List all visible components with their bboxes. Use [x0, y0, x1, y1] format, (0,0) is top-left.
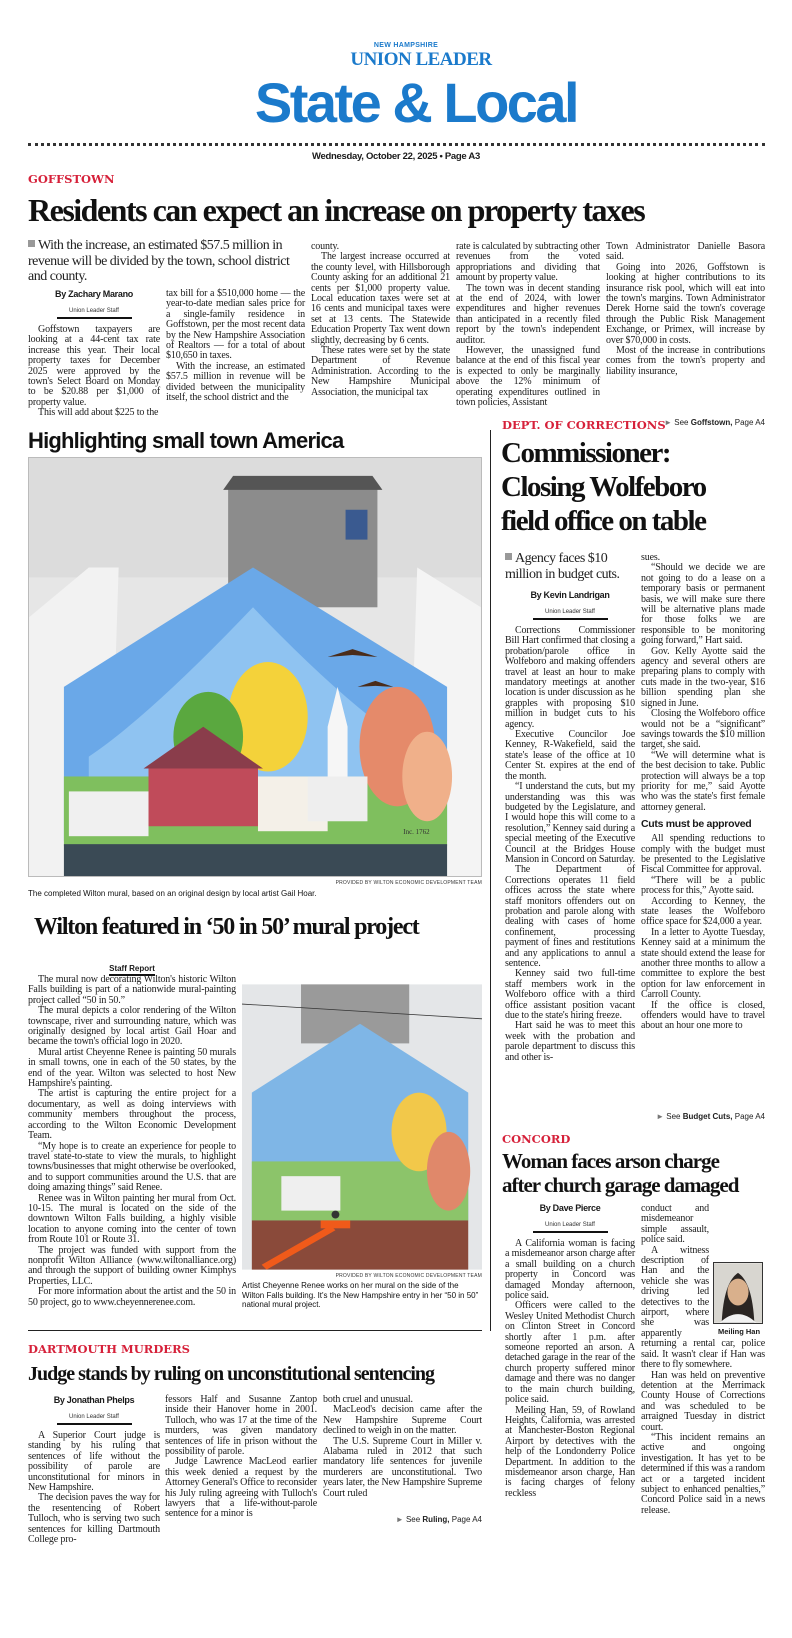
corrections-col-1 [505, 551, 635, 1063]
article-body [28, 1431, 160, 1545]
deck-corrections [505, 551, 635, 582]
kicker-goffstown: GOFFSTOWN [28, 172, 115, 186]
paragraph: If the office is closed, offenders would have to travel about an hour one more to [641, 999, 765, 1032]
goffstown-col-5 [606, 242, 765, 377]
wilton-body [28, 975, 236, 1308]
headline-line: field office on table [501, 505, 706, 537]
article-body [505, 626, 635, 1063]
byline-name: By Zachary Marano [55, 289, 133, 299]
paragraph: Corrections Commissioner Bill Hart confirmed that closing a probation/parole office in Wolfeboro and making offenders travel at least an hour to make mandatory meetings at another location is under discussion as he grapples with proposing $10 million in budget cuts to his agency. [505, 625, 635, 730]
goffstown-col-4 [456, 242, 600, 409]
paragraph: rate is calculated by subtracting other revenues from the voted appropriations and dividing that amount by property value. [456, 241, 600, 284]
paragraph: The mural depicts a color rendering of the Wilton townscape, river and surrounding nature, which was originally designed by local artist Gail Hoar and became the town's official logo in 2020. [28, 1005, 236, 1048]
headline-line: Closing Wolfeboro [501, 471, 706, 503]
paragraph: For more information about the artist and the 50 in 50 project, go to www.cheyennerenee.com. [28, 1286, 236, 1308]
concord-col-1 [505, 1203, 635, 1499]
kicker-dartmouth: DARTMOUTH MURDERS [28, 1342, 190, 1356]
paragraph: Meiling Han, 59, of Rowland Heights, California, was arrested at Manchester-Boston Regional Airport by detectives with the help of the Londonderry Police Department. In addition to the misdemeanor arson charge, Han is facing charges of felony reckless [505, 1404, 635, 1499]
article-body [641, 834, 765, 1032]
dateline: Wednesday, October 22, 2025 • Page A3 [312, 151, 480, 162]
byline [28, 1395, 160, 1425]
goffstown-col-3 [311, 242, 450, 398]
headline-line: Woman faces arson charge [502, 1149, 719, 1173]
paragraph: county. [311, 241, 340, 252]
masthead-rule [28, 143, 765, 146]
paragraph: “There will be a public process for this,” Ayotte said. [641, 874, 765, 897]
paragraph: All spending reductions to comply with the budget must be presented to the Legislative Fiscal Committee for approval. [641, 833, 765, 876]
jump-target: Budget Cuts, [682, 1112, 733, 1121]
subhead: Cuts must be approved [641, 818, 752, 831]
paragraph: Judge Lawrence MacLeod earlier this week denied a request by the Attorney General's Office to reconsider his July ruling agreeing with Tulloch's lawyers that a life-without-parole sentence for a minor is [165, 1456, 317, 1520]
deck-text: With the increase, an estimated $57.5 million in revenue will be divided by the town, school district and county. [28, 238, 290, 284]
mural-signature: Inc. 1762 [403, 828, 430, 837]
dartmouth-col-1 [28, 1395, 160, 1545]
byline [505, 590, 635, 620]
paragraph: Town Administrator Danielle Basora said. [606, 241, 765, 263]
article-body [28, 325, 160, 419]
headline-goffstown[interactable]: Residents can expect an increase on property taxes [28, 192, 645, 228]
paragraph: These rates were set by the state Department of Revenue Administration. According to the New Hampshire Municipal Association, the municipal tax [311, 345, 450, 398]
byline-name: By Dave Pierce [539, 1203, 601, 1213]
section-rule [28, 1330, 482, 1331]
deck-text: Agency faces $10 million in budget cuts. [505, 551, 620, 582]
paragraph: Han was held on preventive detention at the Merrimack County House of Corrections and was scheduled to be arraigned Tuesday in district court. [641, 1369, 765, 1433]
paragraph: Hart said he was to meet this week with the probation and parole department to discuss this and other is- [505, 1020, 635, 1063]
paragraph: Goffstown taxpayers are looking at a 44-cent tax rate increase this year. Their local property taxes for December 2025 were approved by the town's Select Board on Monday to be $20.88 per $1,000 of property value. [28, 324, 160, 408]
kicker-corrections: DEPT. OF CORRECTIONS [502, 418, 666, 432]
paragraph: both cruel and unusual. [323, 1394, 413, 1405]
byline-name: By Kevin Landrigan [530, 590, 610, 600]
paragraph: Mural artist Cheyenne Renee is painting 50 murals in small towns, one in each of the 50 states, by the end of the year. Wilton was selected to host New Hampshire's painting. [28, 1046, 236, 1090]
headline-line: Commissioner: [501, 437, 670, 469]
byline-staff: Union Leader Staff [57, 308, 132, 319]
jump-target: Ruling, [422, 1515, 450, 1524]
paragraph: A California woman is facing a misdemeanor arson charge after a small building on a church property in Concord was damaged Monday afternoon, police said. [505, 1238, 635, 1302]
photo-caption: The completed Wilton mural, based on an original design by local artist Gail Hoar. [28, 889, 317, 898]
photo-caption: Artist Cheyenne Renee works on her mural on the side of the Wilton Falls building. It's the New Hampshire entry in her “50 in 50” national mural project. [242, 1281, 479, 1309]
jump-target: Goffstown, [690, 418, 733, 427]
kicker-concord: CONCORD [502, 1132, 571, 1146]
masthead [0, 42, 792, 136]
dartmouth-col-2 [165, 1395, 317, 1520]
headline-corrections[interactable] [501, 436, 706, 538]
headline-line: after church garage damaged [502, 1173, 739, 1197]
paragraph: Going into 2026, Goffstown is looking at higher contributions to its insurance risk pool, which will eat into the town's margins. Town Administrator Derek Horne said the town's coverage through the Public Risk Management Exchange, or Primex, will increase by over $70,000 in costs. [606, 261, 765, 346]
paper-logo: UNION LEADER [350, 49, 492, 70]
mugshot-caption: Meiling Han [717, 1327, 761, 1336]
paragraph: Renee was in Wilton painting her mural from Oct. 10-15. The mural is located on the side of the downtown Wilton Falls building, a highly visible location to anyone coming into the center of town from Route 101 or Route 31. [28, 1192, 236, 1246]
jump-ruling[interactable] [282, 1515, 482, 1524]
feature-headline: Highlighting small town America [28, 428, 344, 453]
paragraph: A Superior Court judge is standing by his ruling that sentences of life without the possibility of parole are unconstitutional for minors in New Hampshire. [28, 1430, 160, 1494]
bullet-square-icon [505, 553, 512, 560]
headline-dartmouth[interactable]: Judge stands by ruling on unconstitutional sentencing [28, 1363, 435, 1385]
photo-credit: PROVIDED BY WILTON ECONOMIC DEVELOPMENT TEAM [335, 880, 482, 886]
paragraph: With the increase, an estimated $57.5 million in revenue will be divided between the municipality itself, the school district and the [166, 360, 305, 404]
mural-image [29, 458, 481, 876]
paragraph: The largest increase occurred at the county level, with Hillsborough County asking for an additional 21 cents per $1,000 property value. Local education taxes were set at 16 cents and municipal taxes were set at 13 cents. The Statewide Education Property Tax went down slightly, decreasing by 6 cents. [311, 251, 450, 346]
dartmouth-col-3 [323, 1395, 482, 1499]
byline-staff: Union Leader Staff [57, 1414, 132, 1425]
column-divider [490, 430, 491, 1331]
jump-page: Page A4 [734, 1112, 765, 1121]
article-body [641, 1204, 765, 1516]
byline [28, 289, 160, 319]
jump-prefix: See [405, 1515, 421, 1524]
byline-staff: Union Leader Staff [533, 1222, 608, 1233]
byline-staff: Union Leader Staff [533, 609, 608, 620]
jump-page: Page A4 [451, 1515, 482, 1524]
corrections-col-2 [641, 553, 765, 1032]
paragraph: “Should we decide we are not going to do a lease on a temporary basis or permanent basis, we will make sure there will be alternative plans made for those folks we are responsible to be monitoring going forward,” Hart said. [641, 562, 765, 647]
paragraph: A witness description of Han and the vehicle she was driving led detectives to the airport, where she was apparently returning a rental car, police said. It wasn't clear if Han was there to fly somewhere. [641, 1244, 765, 1371]
paragraph: The Department of Corrections operates 11 field offices across the state where staff monitors offenders out on probation and parole along with dealing with cases of home confinement, processing payment of fines and restitutions and any applications to annul a sentence. [505, 864, 635, 969]
byline [505, 1203, 635, 1233]
jump-budget-cuts[interactable] [565, 1112, 765, 1121]
paragraph: sues. [641, 552, 660, 563]
article-body [641, 553, 765, 813]
bullet-square-icon [28, 240, 35, 247]
goffstown-col-2 [166, 289, 305, 403]
paragraph: Gov. Kelly Ayotte said the agency and several others are preparing plans to comply with cuts made in the two-year, $16 billion spending plan she signed in June. [641, 645, 765, 709]
paragraph: Executive Councilor Joe Kenney, R-Wakefield, said the state's lease of the office at 10 Center St. expires at the end of the month. [505, 729, 635, 782]
paragraph: However, the unassigned fund balance at the end of this fiscal year is expected to only be marginally above the 12% minimum of operating expenditures outlined in town policies, Assistant [456, 345, 600, 409]
paragraph: Most of the increase in contributions comes from the town's property and liability insurance, [606, 345, 765, 377]
artist-photo[interactable] [242, 982, 482, 1272]
paragraph: The artist is capturing the entire project for a documentary, as well as doing interviews with community members throughout the process, according to the Wilton Economic Development Team. [28, 1088, 236, 1142]
paragraph: tax bill for a $510,000 home — the year-to-date median sales price for a single-family residence in Goffstown, per the most recent data by the New Hampshire Association of Realtors — for a total of about $10,650 in taxes. [166, 288, 305, 362]
paragraph: fessors Half and Susanne Zantop inside their Hanover home in 2001. Tulloch, who was 17 at the time of the murders, was given mandatory sentences of life in prison without the possibility of parole. [165, 1394, 317, 1458]
paragraph: In a letter to Ayotte Tuesday, Kenney said at a minimum the state should extend the lease for another three months to allow a committee to explore the best option for law enforcement in Carroll County. [641, 926, 765, 1001]
paragraph: MacLeod's decision came after the New Hampshire Supreme Court declined to weigh in on the matter. [323, 1404, 482, 1437]
jump-prefix: See [666, 1112, 681, 1121]
play-arrow-icon: ► [664, 418, 675, 427]
play-arrow-icon: ► [656, 1112, 667, 1121]
mugshot[interactable] [713, 1262, 765, 1336]
paragraph: “This incident remains an active and ongoing investigation. It has yet to be determined if this was a random act or a targeted incident subject to enhanced penalties,” Concord Police said in a news release. [641, 1431, 765, 1516]
paragraph: The decision paves the way for the resentencing of Robert Tulloch, who is serving two such sentences for killing Dartmouth College pro- [28, 1492, 160, 1546]
paragraph: According to Kenney, the state leases the Wolfeboro office space for $24,000 a year. [641, 895, 765, 928]
paragraph: The town was in decent standing at the end of 2024, with lower expenditures and higher revenues than anticipated in a recently filed report by the town's independent auditor. [456, 282, 600, 346]
byline-name: By Jonathan Phelps [53, 1395, 135, 1405]
mugshot-image [713, 1262, 763, 1324]
jump-page: Page A4 [734, 418, 765, 427]
byline-name: Staff Report [109, 964, 155, 976]
paragraph: Kenney said two full-time staff members work in the Wolfeboro office with a third office assistant position vacant due to the state's hiring freeze. [505, 968, 635, 1022]
photo-credit: PROVIDED BY WILTON ECONOMIC DEVELOPMENT TEAM [335, 1273, 482, 1279]
headline-concord[interactable] [502, 1149, 738, 1197]
headline-wilton[interactable]: Wilton featured in ‘50 in 50’ mural project [34, 914, 419, 940]
paragraph: The U.S. Supreme Court in Miller v. Alabama ruled in 2012 that such mandatory life sentences for juvenile murderers are unconstitutional. Two years later, the New Hampshire Supreme Court ruled [323, 1435, 482, 1499]
paragraph: Closing the Wolfeboro office would not be a “significant” savings towards the $10 million target, she said. [641, 708, 765, 751]
artist-image [242, 982, 482, 1272]
paragraph: The mural now decorating Wilton's historic Wilton Falls building is part of a nationwide mural-painting project called “50 in 50.” [28, 974, 236, 1006]
paragraph: The project was funded with support from the nonprofit Wilton Alliance (www.wiltonalliance.org) and through the support of building owner Kimphys Properties, LLC. [28, 1244, 236, 1287]
paragraph: “We will determine what is the best decision to take. Public protection will always be a top priority for me,” said Ayotte who was the state's first female attorney general. [641, 749, 765, 813]
deck-goffstown [28, 238, 308, 285]
paragraph: conduct and misdemeanor simple assault, police said. [641, 1203, 709, 1246]
section-title: State & Local [254, 71, 578, 134]
jump-prefix: See [674, 418, 689, 427]
concord-col-2 [641, 1204, 765, 1516]
goffstown-col-1 [28, 289, 160, 419]
masthead-overline: NEW HAMPSHIRE [373, 42, 439, 49]
paragraph: “My hope is to create an experience for people to travel state-to-state to view the murals, to highlight towns/businesses that might otherwise be overlooked, and to support communities around the U.S. that are doing amazing things” said Renee. [28, 1140, 236, 1194]
article-body [505, 1239, 635, 1499]
paragraph: “I understand the cuts, but my understanding was this was budgeted by the Legislature, and I would hope this will come to a resolution,” Kenney said during a special meeting of the Executive Council at the Bridges House Mansion in Concord on Saturday. [505, 781, 635, 865]
paragraph: Officers were called to the Wesley United Methodist Church on Clinton Street in Concord shortly after 1 p.m. after someone reported an arson. A detached garage in the rear of the church property suffered minor damage and there was no danger to the main church building, police said. [505, 1300, 635, 1406]
mural-photo[interactable] [28, 457, 482, 877]
paragraph: This will add about $225 to the [38, 407, 159, 419]
play-arrow-icon: ► [395, 1515, 406, 1524]
